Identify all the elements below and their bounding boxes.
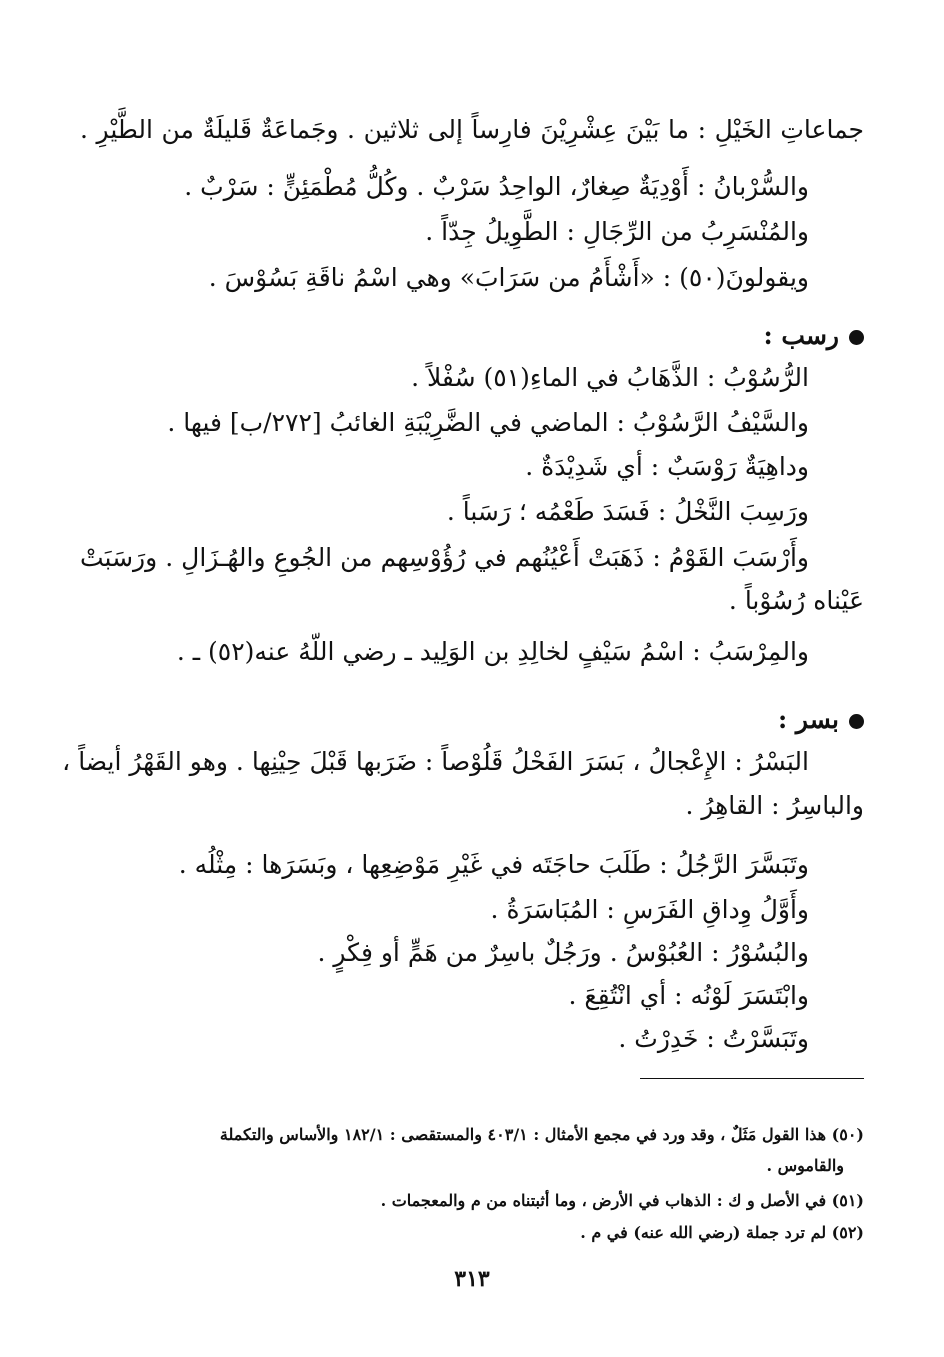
entry-heading-label: رسب :: [763, 321, 839, 350]
text-line: وأَرْسَبَ القَوْمُ : ذَهَبَتْ أَعْيُنُهم في رُؤُوْسِهم من الجُوعِ والهُـزَالِ . ورَسَبَتْ: [80, 543, 809, 572]
text-line: وداهِيَةٌ رَوْسَبٌ : أي شَدِيْدَةٌ .: [525, 452, 809, 481]
text-line: ورَسِبَ النَّخْلُ : فَسَدَ طَعْمُه ؛ رَسَباً .: [446, 497, 809, 526]
footnote: (٥٢) لم ترد جملة (رضي الله عنه) في م .: [580, 1223, 864, 1242]
text-line: وأَوَّلُ وِداقِ الفَرَسِ : المُبَاسَرَةُ .: [490, 895, 809, 924]
text-line: عَيْناه رُسُوْباً .: [728, 586, 864, 615]
footnote: (٥١) في الأصل و ك : الذهاب في الأرض ، وما أثبتناه من م والمعجمات .: [380, 1191, 864, 1210]
entry-heading-label: بسر :: [778, 705, 839, 734]
footnote-divider: [640, 1078, 864, 1079]
text-line: جماعاتِ الخَيْلِ : ما بَيْنَ عِشْرِيْنَ فارِساً إلى ثلاثين . وجَماعَةٌ قَليلَةٌ من الطَّيْرِ .: [80, 115, 864, 144]
text-line: وتَبَسَّرْتُ : خَدِرْتُ .: [618, 1024, 809, 1053]
text-line: والسَّيْفُ الرَّسُوْبُ : الماضي في الضَّرِيْبَةِ الغائبُ [٢٧٢/ب] فيها .: [167, 408, 809, 437]
footnote: والقاموس .: [766, 1156, 844, 1175]
entry-heading: [778, 700, 864, 740]
bullet-icon: [849, 714, 864, 729]
text-line: والبُسُوْرُ : العُبُوْسُ . ورَجُلٌ باسِرٌ من هَمٍّ أو فِكْرٍ .: [317, 938, 809, 967]
page-number: ٣١٣: [454, 1266, 490, 1292]
text-line: والمُنْسَرِبُ من الرِّجَالِ : الطَّوِيلُ جِدّاً .: [425, 217, 809, 246]
text-line: والسُّرْبانُ : أَوْدِيَةٌ صِغارٌ، الواحِدُ سَرْبٌ . وكُلُّ مُطْمَئِنٍّ : سَرْبٌ .: [184, 172, 809, 201]
text-line: البَسْرُ : الإِعْجالُ ، بَسَرَ الفَحْلُ قَلُوْصاً : ضَرَبها قَبْلَ حِيْنِها . وهو القَهْرُ أيضاً ،: [62, 747, 809, 776]
text-line: والباسِرُ : القاهِرُ .: [685, 791, 864, 820]
text-line: وتَبَسَّرَ الرَّجُلُ : طَلَبَ حاجَتَه في غَيْرِ مَوْضِعِها ، وبَسَرَها : مِثْلُه .: [178, 850, 809, 879]
text-line: الرُّسُوْبُ : الذَّهَابُ في الماءِ(٥١) سُفْلاً .: [411, 363, 809, 392]
footnote: (٥٠) هذا القول مَثَلٌ ، وقد ورد في مجمع الأمثال : ٤٠٣/١ والمستقصى : ١٨٢/١ والأساس والتكملة: [219, 1125, 864, 1144]
bullet-icon: [849, 330, 864, 345]
entry-heading: [763, 316, 864, 356]
text-line: وابْتَسَرَ لَوْنُه : أي انْتُقِعَ .: [568, 981, 809, 1010]
text-line: ويقولونَ(٥٠) : «أَشْأَمُ من سَرَابَ» وهي اسْمُ ناقَةِ بَسُوْسَ .: [208, 263, 809, 292]
text-line: والمِرْسَبُ : اسْمُ سَيْفٍ لخالِدِ بن الوَلِيد ـ رضي اللّهُ عنه(٥٢) ـ .: [176, 637, 809, 666]
